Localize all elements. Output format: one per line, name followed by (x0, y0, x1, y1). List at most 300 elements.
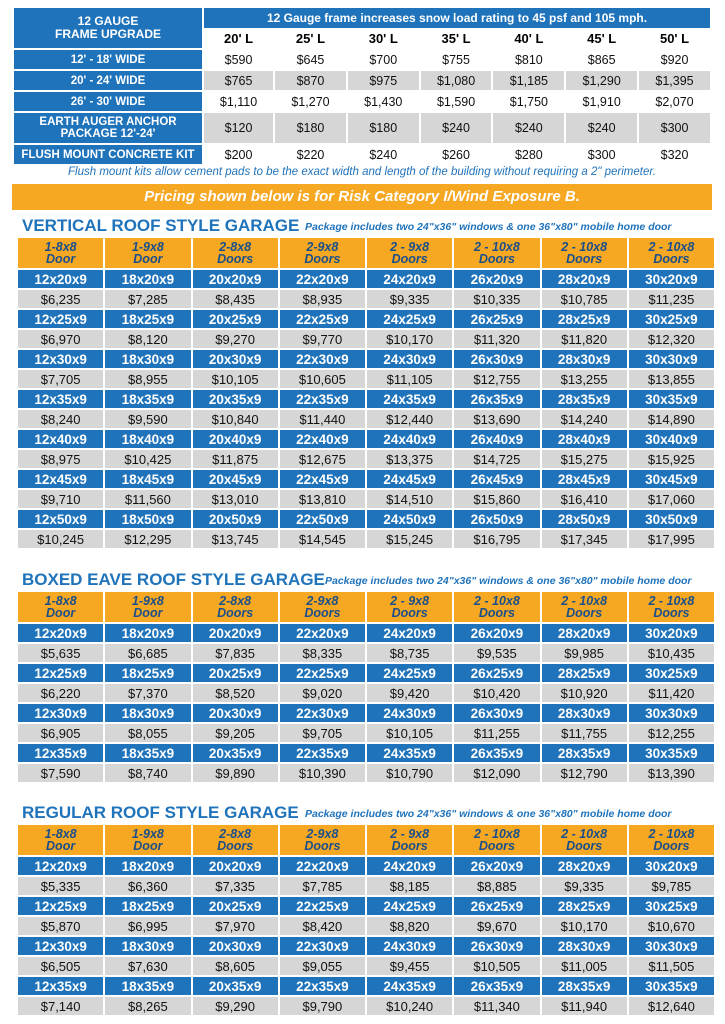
size-cell: 18x45x9 (105, 470, 190, 488)
size-cell: 28x25x9 (542, 664, 627, 682)
upgrade-price: $1,110 (204, 92, 273, 111)
price-row (18, 997, 714, 1015)
price-cell: $8,735 (367, 644, 452, 662)
price-cell: $6,685 (105, 644, 190, 662)
size-cell: 30x20x9 (629, 270, 714, 288)
price-cell: $9,770 (280, 330, 365, 348)
upgrade-price: $590 (204, 50, 273, 69)
door-count: 1-9x8 (131, 594, 164, 608)
length-header: 40' L (493, 30, 564, 49)
price-cell: $6,235 (18, 290, 103, 308)
door-count: 2-9x8 (306, 240, 339, 254)
price-cell: $12,255 (629, 724, 714, 742)
size-cell: 20x25x9 (193, 664, 278, 682)
upgrade-row-label: EARTH AUGER ANCHOR PACKAGE 12'-24' (14, 113, 202, 143)
price-cell: $12,090 (454, 764, 539, 782)
price-cell: $11,005 (542, 957, 627, 975)
upgrade-price: $1,080 (421, 71, 492, 90)
size-cell: 30x45x9 (629, 470, 714, 488)
size-cell: 28x50x9 (542, 510, 627, 528)
upgrade-row (14, 113, 710, 143)
size-cell: 22x20x9 (280, 624, 365, 642)
price-cell: $9,270 (193, 330, 278, 348)
size-cell: 22x25x9 (280, 897, 365, 915)
door-count: 2-8x8 (219, 240, 252, 254)
upgrade-price: $2,070 (639, 92, 710, 111)
price-cell: $7,370 (105, 684, 190, 702)
door-count: 2-8x8 (219, 827, 252, 841)
door-count: 2-8x8 (219, 594, 252, 608)
door-header (18, 592, 103, 622)
size-cell: 12x20x9 (18, 624, 103, 642)
price-cell: $11,235 (629, 290, 714, 308)
door-count: 1-8x8 (44, 240, 77, 254)
size-cell: 22x45x9 (280, 470, 365, 488)
size-cell: 26x35x9 (454, 390, 539, 408)
size-cell: 24x25x9 (367, 310, 452, 328)
size-cell: 18x35x9 (105, 977, 190, 995)
price-cell: $7,285 (105, 290, 190, 308)
upgrade-price: $1,910 (566, 92, 637, 111)
price-cell: $14,545 (280, 530, 365, 548)
price-cell: $9,290 (193, 997, 278, 1015)
price-row (18, 764, 714, 782)
door-count: 2 - 10x8 (648, 594, 695, 608)
upgrade-price: $180 (348, 113, 419, 143)
upgrade-price: $1,185 (493, 71, 564, 90)
door-count: 2 - 9x8 (390, 240, 430, 254)
door-count: 2-9x8 (306, 594, 339, 608)
upgrade-price: $280 (493, 145, 564, 164)
size-cell: 26x25x9 (454, 310, 539, 328)
door-word: Doors (478, 606, 515, 620)
door-word: Doors (304, 606, 341, 620)
size-cell: 20x35x9 (193, 977, 278, 995)
price-cell: $14,890 (629, 410, 714, 428)
door-header (629, 592, 714, 622)
length-header: 35' L (421, 30, 492, 49)
price-cell: $12,440 (367, 410, 452, 428)
length-header: 30' L (348, 30, 419, 49)
size-cell: 24x35x9 (367, 977, 452, 995)
upgrade-price: $1,395 (639, 71, 710, 90)
door-word: Doors (391, 606, 428, 620)
size-cell: 30x25x9 (629, 897, 714, 915)
price-cell: $15,860 (454, 490, 539, 508)
price-cell: $7,835 (193, 644, 278, 662)
size-cell: 24x40x9 (367, 430, 452, 448)
price-cell: $10,840 (193, 410, 278, 428)
upgrade-title-line2: FRAME UPGRADE (54, 27, 161, 41)
upgrade-price: $240 (566, 113, 637, 143)
price-cell: $12,675 (280, 450, 365, 468)
door-count: 1-8x8 (44, 827, 77, 841)
door-word: Doors (217, 839, 254, 853)
size-cell: 24x50x9 (367, 510, 452, 528)
price-cell: $8,955 (105, 370, 190, 388)
door-word: Doors (304, 252, 341, 266)
door-header (280, 592, 365, 622)
size-cell: 20x20x9 (193, 270, 278, 288)
length-header: 50' L (639, 30, 710, 49)
price-row (18, 330, 714, 348)
length-header: 20' L (204, 30, 273, 49)
size-row (18, 390, 714, 408)
price-cell: $8,265 (105, 997, 190, 1015)
size-cell: 20x45x9 (193, 470, 278, 488)
size-cell: 26x30x9 (454, 350, 539, 368)
door-header (105, 238, 190, 268)
price-cell: $9,335 (367, 290, 452, 308)
price-cell: $9,455 (367, 957, 452, 975)
door-header (542, 592, 627, 622)
price-cell: $9,705 (280, 724, 365, 742)
door-header (367, 825, 452, 855)
door-word: Door (46, 252, 76, 266)
upgrade-price: $645 (275, 50, 346, 69)
size-cell: 22x25x9 (280, 664, 365, 682)
size-cell: 18x25x9 (105, 310, 190, 328)
size-cell: 20x25x9 (193, 310, 278, 328)
price-cell: $8,935 (280, 290, 365, 308)
size-row (18, 937, 714, 955)
price-cell: $10,605 (280, 370, 365, 388)
upgrade-price: $300 (639, 113, 710, 143)
price-cell: $17,060 (629, 490, 714, 508)
price-cell: $9,020 (280, 684, 365, 702)
door-header (280, 825, 365, 855)
upgrade-header-note: 12 Gauge frame increases snow load rating to 45 psf and 105 mph. (204, 8, 710, 28)
price-cell: $6,905 (18, 724, 103, 742)
price-cell: $8,740 (105, 764, 190, 782)
upgrade-price: $765 (204, 71, 273, 90)
size-cell: 12x45x9 (18, 470, 103, 488)
price-cell: $10,170 (367, 330, 452, 348)
price-cell: $11,875 (193, 450, 278, 468)
door-count: 1-8x8 (44, 594, 77, 608)
price-cell: $14,240 (542, 410, 627, 428)
door-count: 2 - 9x8 (390, 594, 430, 608)
size-cell: 18x25x9 (105, 897, 190, 915)
price-cell: $10,790 (367, 764, 452, 782)
size-cell: 12x25x9 (18, 897, 103, 915)
size-cell: 22x30x9 (280, 937, 365, 955)
price-row (18, 530, 714, 548)
size-row (18, 664, 714, 682)
door-header (454, 238, 539, 268)
price-cell: $15,245 (367, 530, 452, 548)
size-cell: 12x30x9 (18, 350, 103, 368)
upgrade-price: $1,430 (348, 92, 419, 111)
size-cell: 20x20x9 (193, 624, 278, 642)
price-cell: $5,635 (18, 644, 103, 662)
price-row (18, 957, 714, 975)
size-cell: 26x50x9 (454, 510, 539, 528)
door-header (280, 238, 365, 268)
price-cell: $6,220 (18, 684, 103, 702)
door-header-row (18, 238, 714, 268)
size-cell: 30x30x9 (629, 350, 714, 368)
price-cell: $14,725 (454, 450, 539, 468)
door-header (542, 825, 627, 855)
price-cell: $10,920 (542, 684, 627, 702)
upgrade-price: $260 (421, 145, 492, 164)
door-header (193, 825, 278, 855)
door-word: Door (46, 839, 76, 853)
size-row (18, 270, 714, 288)
size-row (18, 857, 714, 875)
price-cell: $8,820 (367, 917, 452, 935)
door-header (367, 238, 452, 268)
price-cell: $10,240 (367, 997, 452, 1015)
price-cell: $10,170 (542, 917, 627, 935)
size-cell: 30x40x9 (629, 430, 714, 448)
size-cell: 22x30x9 (280, 704, 365, 722)
price-cell: $8,055 (105, 724, 190, 742)
price-cell: $8,520 (193, 684, 278, 702)
price-cell: $11,340 (454, 997, 539, 1015)
door-count: 2 - 10x8 (473, 594, 520, 608)
price-cell: $7,590 (18, 764, 103, 782)
size-cell: 26x25x9 (454, 897, 539, 915)
size-cell: 24x35x9 (367, 744, 452, 762)
door-header (18, 238, 103, 268)
size-cell: 24x25x9 (367, 897, 452, 915)
door-header (542, 238, 627, 268)
size-cell: 20x40x9 (193, 430, 278, 448)
price-cell: $10,435 (629, 644, 714, 662)
door-header-row (18, 592, 714, 622)
price-cell: $11,255 (454, 724, 539, 742)
price-cell: $10,105 (367, 724, 452, 742)
price-cell: $7,335 (193, 877, 278, 895)
frame-upgrade-table (12, 6, 712, 166)
price-row (18, 684, 714, 702)
size-cell: 28x40x9 (542, 430, 627, 448)
size-cell: 28x35x9 (542, 977, 627, 995)
size-cell: 18x40x9 (105, 430, 190, 448)
size-cell: 26x40x9 (454, 430, 539, 448)
upgrade-row (14, 50, 710, 69)
door-count: 1-9x8 (131, 240, 164, 254)
door-word: Doors (217, 606, 254, 620)
size-cell: 30x35x9 (629, 977, 714, 995)
price-cell: $16,795 (454, 530, 539, 548)
price-cell: $8,885 (454, 877, 539, 895)
upgrade-row (14, 145, 710, 164)
upgrade-row-label: 20' - 24' WIDE (14, 71, 202, 90)
price-cell: $6,360 (105, 877, 190, 895)
size-cell: 18x30x9 (105, 937, 190, 955)
upgrade-price: $755 (421, 50, 492, 69)
risk-category-banner: Pricing shown below is for Risk Category I/Wind Exposure B. (12, 184, 712, 210)
price-cell: $13,690 (454, 410, 539, 428)
size-cell: 24x30x9 (367, 350, 452, 368)
door-word: Doors (566, 606, 603, 620)
length-header: 25' L (275, 30, 346, 49)
price-cell: $10,245 (18, 530, 103, 548)
size-cell: 28x35x9 (542, 390, 627, 408)
upgrade-price: $870 (275, 71, 346, 90)
size-cell: 24x20x9 (367, 857, 452, 875)
door-header (193, 238, 278, 268)
size-cell: 20x20x9 (193, 857, 278, 875)
door-word: Doors (391, 839, 428, 853)
size-cell: 24x30x9 (367, 937, 452, 955)
price-cell: $6,995 (105, 917, 190, 935)
size-row (18, 310, 714, 328)
door-word: Doors (217, 252, 254, 266)
size-cell: 24x45x9 (367, 470, 452, 488)
upgrade-price: $200 (204, 145, 273, 164)
size-cell: 26x35x9 (454, 744, 539, 762)
size-cell: 18x20x9 (105, 270, 190, 288)
door-word: Doors (653, 252, 690, 266)
size-cell: 12x20x9 (18, 857, 103, 875)
size-cell: 18x30x9 (105, 704, 190, 722)
upgrade-price: $240 (421, 113, 492, 143)
door-count: 2 - 10x8 (648, 827, 695, 841)
door-word: Doors (566, 839, 603, 853)
door-count: 2 - 10x8 (648, 240, 695, 254)
size-cell: 22x35x9 (280, 744, 365, 762)
package-note: Package includes two 24"x36" windows & one 36"x80" mobile home door (305, 221, 672, 233)
upgrade-price: $240 (493, 113, 564, 143)
size-cell: 12x35x9 (18, 744, 103, 762)
upgrade-row (14, 71, 710, 90)
price-cell: $13,855 (629, 370, 714, 388)
price-cell: $8,975 (18, 450, 103, 468)
upgrade-row-label: 26' - 30' WIDE (14, 92, 202, 111)
price-cell: $8,335 (280, 644, 365, 662)
price-row (18, 290, 714, 308)
size-cell: 24x30x9 (367, 704, 452, 722)
size-cell: 12x30x9 (18, 937, 103, 955)
door-header (105, 592, 190, 622)
price-cell: $13,255 (542, 370, 627, 388)
price-cell: $9,710 (18, 490, 103, 508)
price-row (18, 877, 714, 895)
price-row (18, 410, 714, 428)
price-cell: $11,755 (542, 724, 627, 742)
size-cell: 28x20x9 (542, 857, 627, 875)
price-cell: $9,590 (105, 410, 190, 428)
price-cell: $10,505 (454, 957, 539, 975)
price-cell: $14,510 (367, 490, 452, 508)
price-grid-boxed-eave (16, 590, 716, 784)
size-cell: 26x20x9 (454, 857, 539, 875)
door-count: 2-9x8 (306, 827, 339, 841)
door-count: 2 - 10x8 (473, 240, 520, 254)
upgrade-price: $865 (566, 50, 637, 69)
size-cell: 20x30x9 (193, 937, 278, 955)
size-cell: 28x30x9 (542, 937, 627, 955)
price-cell: $8,185 (367, 877, 452, 895)
price-row (18, 724, 714, 742)
price-cell: $13,375 (367, 450, 452, 468)
price-cell: $7,705 (18, 370, 103, 388)
price-cell: $10,420 (454, 684, 539, 702)
price-cell: $9,205 (193, 724, 278, 742)
price-cell: $6,970 (18, 330, 103, 348)
price-cell: $7,140 (18, 997, 103, 1015)
size-cell: 22x20x9 (280, 270, 365, 288)
size-cell: 24x20x9 (367, 624, 452, 642)
upgrade-price: $810 (493, 50, 564, 69)
size-row (18, 977, 714, 995)
size-cell: 12x50x9 (18, 510, 103, 528)
size-cell: 20x30x9 (193, 350, 278, 368)
size-row (18, 897, 714, 915)
price-row (18, 370, 714, 388)
size-cell: 22x25x9 (280, 310, 365, 328)
door-header (629, 825, 714, 855)
price-cell: $6,505 (18, 957, 103, 975)
price-cell: $12,320 (629, 330, 714, 348)
package-note: Package includes two 24"x36" windows & one 36"x80" mobile home door (305, 808, 672, 820)
upgrade-price: $1,750 (493, 92, 564, 111)
upgrade-price: $220 (275, 145, 346, 164)
size-cell: 24x25x9 (367, 664, 452, 682)
size-cell: 30x20x9 (629, 624, 714, 642)
size-cell: 22x40x9 (280, 430, 365, 448)
price-cell: $15,275 (542, 450, 627, 468)
size-cell: 30x20x9 (629, 857, 714, 875)
door-count: 2 - 10x8 (561, 827, 608, 841)
price-cell: $8,420 (280, 917, 365, 935)
price-grid-vertical (16, 236, 716, 550)
size-cell: 18x35x9 (105, 390, 190, 408)
upgrade-price: $120 (204, 113, 273, 143)
price-cell: $8,240 (18, 410, 103, 428)
door-count: 2 - 10x8 (473, 827, 520, 841)
price-cell: $13,010 (193, 490, 278, 508)
price-cell: $15,925 (629, 450, 714, 468)
size-cell: 28x20x9 (542, 270, 627, 288)
door-word: Doors (478, 252, 515, 266)
size-cell: 22x35x9 (280, 977, 365, 995)
door-word: Doors (653, 606, 690, 620)
price-cell: $10,785 (542, 290, 627, 308)
size-cell: 20x25x9 (193, 897, 278, 915)
upgrade-price: $700 (348, 50, 419, 69)
upgrade-price: $975 (348, 71, 419, 90)
flush-mount-note: Flush mount kits allow cement pads to be the exact width and length of the building without requiring a 2" perimeter. (68, 166, 656, 178)
upgrade-price: $320 (639, 145, 710, 164)
price-cell: $9,055 (280, 957, 365, 975)
size-cell: 26x45x9 (454, 470, 539, 488)
upgrade-price: $300 (566, 145, 637, 164)
price-cell: $10,335 (454, 290, 539, 308)
size-cell: 28x25x9 (542, 897, 627, 915)
price-cell: $5,335 (18, 877, 103, 895)
size-cell: 18x20x9 (105, 624, 190, 642)
price-cell: $8,435 (193, 290, 278, 308)
price-cell: $10,425 (105, 450, 190, 468)
upgrade-row-label: 12' - 18' WIDE (14, 50, 202, 69)
section-title: REGULAR ROOF STYLE GARAGE (22, 803, 299, 822)
size-row (18, 510, 714, 528)
size-cell: 28x45x9 (542, 470, 627, 488)
price-cell: $10,105 (193, 370, 278, 388)
size-cell: 30x35x9 (629, 744, 714, 762)
door-word: Door (133, 606, 163, 620)
upgrade-title-line1: 12 GAUGE (77, 14, 139, 28)
size-cell: 24x35x9 (367, 390, 452, 408)
size-row (18, 744, 714, 762)
door-header (193, 592, 278, 622)
price-cell: $13,810 (280, 490, 365, 508)
